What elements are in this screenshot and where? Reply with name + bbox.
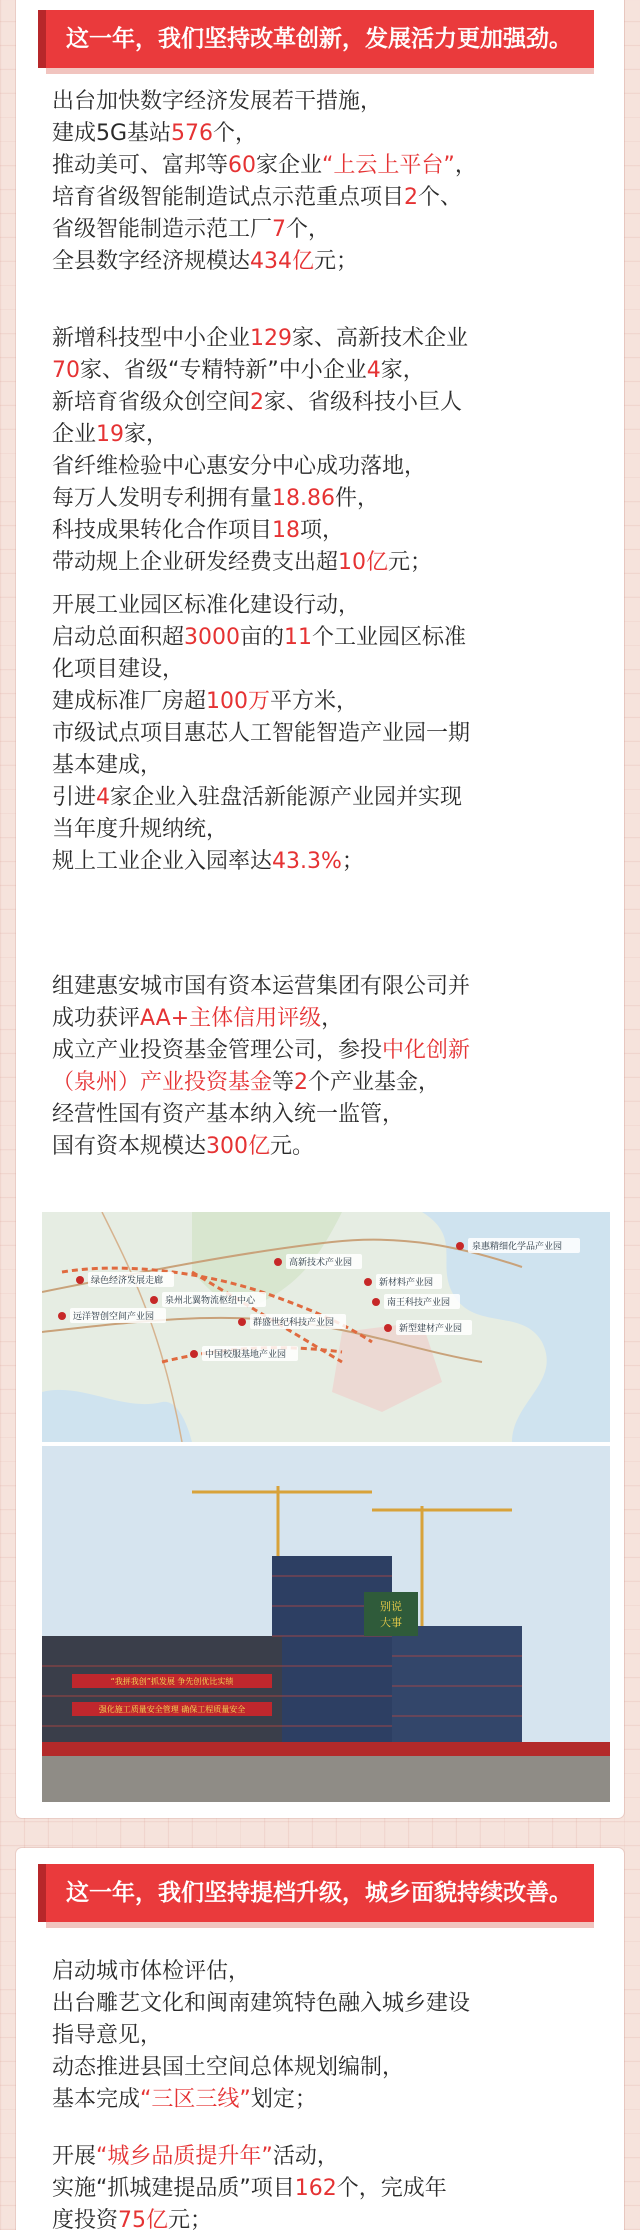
text-line bbox=[52, 814, 592, 846]
svg-text:南王科技产业园: 南王科技产业园 bbox=[387, 1298, 451, 1308]
text-segment: 实施“抓城建提品质”项目 bbox=[52, 2176, 295, 2201]
paragraph-urban-planning bbox=[52, 1956, 592, 2116]
text-line bbox=[52, 118, 592, 150]
text-segment: 引进 bbox=[52, 785, 97, 810]
text-segment: 元； bbox=[168, 2208, 213, 2230]
text-segment: 化项目建设， bbox=[52, 657, 185, 682]
svg-text:泉惠精细化学品产业园: 泉惠精细化学品产业园 bbox=[472, 1242, 563, 1252]
text-line bbox=[52, 182, 592, 214]
text-line bbox=[52, 750, 592, 782]
highlight-figure: AA+主体信用评级 bbox=[140, 1006, 322, 1031]
section-banner-reform bbox=[46, 10, 594, 68]
highlight-figure: 3000 bbox=[184, 625, 241, 650]
text-segment: 每万人发明专利拥有量 bbox=[52, 486, 273, 511]
section-banner-title: 这一年，我们坚持提档升级，城乡面貌持续改善。 bbox=[66, 1880, 572, 1906]
text-segment: 市级试点项目惠芯人工智能智造产业园一期 bbox=[52, 721, 471, 746]
map-marker-hightech bbox=[274, 1254, 362, 1269]
highlight-figure: 75亿 bbox=[118, 2208, 169, 2230]
text-segment: 省纤维检验中心惠安分中心成功落地， bbox=[52, 454, 427, 479]
highlight-figure: 70 bbox=[52, 358, 80, 383]
text-segment: 建成5G基站 bbox=[52, 121, 172, 146]
text-segment: 件， bbox=[335, 486, 380, 511]
highlight-figure: “三区三线” bbox=[140, 2087, 251, 2112]
text-segment: 家、省级“专精特新”中小企业 bbox=[80, 358, 367, 383]
text-segment: 活动， bbox=[272, 2144, 339, 2169]
text-segment: 省级智能制造示范工厂 bbox=[52, 217, 273, 242]
highlight-figure: “上云上平台” bbox=[322, 153, 455, 178]
text-segment: 成立产业投资基金管理公司，参投 bbox=[52, 1038, 383, 1063]
text-segment: ； bbox=[341, 849, 364, 874]
text-segment: 亩的 bbox=[240, 625, 285, 650]
text-segment: ， bbox=[321, 1006, 344, 1031]
paragraph-industrial-parks bbox=[52, 590, 592, 878]
text-segment: 基本建成， bbox=[52, 753, 163, 778]
text-segment: 全县数字经济规模达 bbox=[52, 249, 251, 274]
text-line bbox=[52, 2052, 592, 2084]
highlight-figure: 100万 bbox=[206, 689, 271, 714]
highlight-figure: 18 bbox=[272, 518, 301, 543]
highlight-figure: 19 bbox=[96, 422, 125, 447]
section-banner-title: 这一年，我们坚持改革创新，发展活力更加强劲。 bbox=[66, 26, 572, 52]
highlight-figure: 162 bbox=[294, 2176, 337, 2201]
text-line bbox=[52, 150, 592, 182]
text-line bbox=[52, 387, 592, 419]
highlight-figure: 129 bbox=[250, 326, 293, 351]
highlight-figure: 300亿 bbox=[206, 1134, 271, 1159]
text-segment: 指导意见， bbox=[52, 2023, 163, 2048]
photo-sign-line2: 大事 bbox=[380, 1616, 402, 1629]
text-line bbox=[52, 782, 592, 814]
map-marker-green-corridor bbox=[76, 1272, 174, 1287]
text-line bbox=[52, 2173, 592, 2205]
text-segment: 家， bbox=[124, 422, 169, 447]
svg-text:泉州北翼物流枢纽中心: 泉州北翼物流枢纽中心 bbox=[165, 1296, 256, 1306]
text-line bbox=[52, 419, 592, 451]
text-line bbox=[52, 622, 592, 654]
text-line bbox=[52, 323, 592, 355]
svg-text:中国校服基地产业园: 中国校服基地产业园 bbox=[205, 1350, 287, 1360]
svg-text:群盛世纪科技产业园: 群盛世纪科技产业园 bbox=[253, 1318, 335, 1328]
highlight-figure: 18.86 bbox=[272, 486, 335, 511]
highlight-figure: 中化创新 bbox=[382, 1038, 471, 1063]
text-line bbox=[52, 451, 592, 483]
text-segment: 元； bbox=[388, 550, 433, 575]
text-segment: 组建惠安城市国有资本运营集团有限公司并 bbox=[52, 974, 471, 999]
text-segment: 国有资本规模达 bbox=[52, 1134, 207, 1159]
map-marker-building-materials bbox=[384, 1320, 472, 1335]
text-line bbox=[52, 1003, 592, 1035]
map-marker-yuanyang bbox=[58, 1308, 166, 1323]
text-segment: 新增科技型中小企业 bbox=[52, 326, 251, 351]
text-segment: 企业 bbox=[52, 422, 97, 447]
text-line bbox=[52, 1035, 592, 1067]
text-segment: 项， bbox=[300, 518, 345, 543]
text-line bbox=[52, 1956, 592, 1988]
text-segment: 度投资 bbox=[52, 2208, 119, 2230]
text-line bbox=[52, 846, 592, 878]
text-segment: 科技成果转化合作项目 bbox=[52, 518, 273, 543]
text-line bbox=[52, 971, 592, 1003]
text-segment: ， bbox=[454, 153, 477, 178]
text-segment: 基本完成 bbox=[52, 2087, 141, 2112]
text-line bbox=[52, 246, 592, 278]
text-line bbox=[52, 1131, 592, 1163]
text-line bbox=[52, 515, 592, 547]
svg-text:远洋智创空间产业园: 远洋智创空间产业园 bbox=[73, 1312, 155, 1322]
highlight-figure: 576 bbox=[171, 121, 214, 146]
text-line bbox=[52, 686, 592, 718]
text-segment: 个， bbox=[286, 217, 331, 242]
map-graphic bbox=[42, 1212, 610, 1442]
text-segment: 个工业园区标准 bbox=[312, 625, 467, 650]
text-segment: 建成标准厂房超 bbox=[52, 689, 207, 714]
text-segment: 个， bbox=[213, 121, 258, 146]
text-line bbox=[52, 2141, 592, 2173]
text-segment: 成功获评 bbox=[52, 1006, 141, 1031]
text-segment: 开展 bbox=[52, 2144, 97, 2169]
text-segment: 家， bbox=[380, 358, 425, 383]
highlight-figure: 2 bbox=[250, 390, 265, 415]
photo-graphic bbox=[42, 1446, 610, 1802]
text-segment: 动态推进县国土空间总体规划编制， bbox=[52, 2055, 405, 2080]
map-marker-logistics bbox=[150, 1292, 266, 1307]
highlight-figure: 4 bbox=[96, 785, 111, 810]
paragraph-tech-enterprises bbox=[52, 323, 592, 579]
highlight-figure: 4 bbox=[366, 358, 381, 383]
text-line bbox=[52, 1067, 592, 1099]
industrial-park-map bbox=[42, 1212, 610, 1442]
text-segment: 出台加快数字经济发展若干措施， bbox=[52, 89, 383, 114]
map-marker-nanwang bbox=[372, 1294, 460, 1309]
text-segment: 启动总面积超 bbox=[52, 625, 185, 650]
text-segment: 个产业基金， bbox=[308, 1070, 441, 1095]
highlight-figure: 60 bbox=[228, 153, 257, 178]
text-segment: 元。 bbox=[270, 1134, 315, 1159]
text-segment: 家企业 bbox=[256, 153, 323, 178]
text-segment: 家企业入驻盘活新能源产业园并实现 bbox=[110, 785, 463, 810]
text-line bbox=[52, 590, 592, 622]
svg-text:高新技术产业园: 高新技术产业园 bbox=[289, 1258, 353, 1268]
text-line bbox=[52, 2084, 592, 2116]
text-line bbox=[52, 547, 592, 579]
highlight-figure: 10亿 bbox=[338, 550, 389, 575]
text-line bbox=[52, 483, 592, 515]
photo-banner-1: “我拼我创”抓发展 争先创优比实绩 bbox=[110, 1677, 234, 1686]
text-segment: 启动城市体检评估， bbox=[52, 1959, 251, 1984]
text-line bbox=[52, 214, 592, 246]
text-line bbox=[52, 355, 592, 387]
highlight-figure: 43.3% bbox=[272, 849, 342, 874]
text-line bbox=[52, 1988, 592, 2020]
text-line bbox=[52, 86, 592, 118]
map-marker-quanhui bbox=[456, 1238, 580, 1253]
text-segment: 个、 bbox=[418, 185, 463, 210]
text-segment: 出台雕艺文化和闽南建筑特色融入城乡建设 bbox=[52, 1991, 471, 2016]
highlight-figure: 7 bbox=[272, 217, 287, 242]
svg-text:绿色经济发展走廊: 绿色经济发展走廊 bbox=[91, 1276, 164, 1286]
svg-text:新材料产业园: 新材料产业园 bbox=[379, 1278, 434, 1288]
text-line bbox=[52, 718, 592, 750]
paragraph-digital-economy bbox=[52, 86, 592, 278]
text-segment: 培育省级智能制造试点示范重点项目 bbox=[52, 185, 405, 210]
paragraph-state-capital bbox=[52, 971, 592, 1163]
text-line bbox=[52, 2020, 592, 2052]
highlight-figure: 11 bbox=[284, 625, 313, 650]
text-segment: 新培育省级众创空间 bbox=[52, 390, 251, 415]
text-segment: 带动规上企业研发经费支出超 bbox=[52, 550, 339, 575]
text-segment: 家、高新技术企业 bbox=[292, 326, 469, 351]
map-marker-uniform-base bbox=[190, 1346, 298, 1361]
text-line bbox=[52, 654, 592, 686]
highlight-figure: （泉州）产业投资基金 bbox=[52, 1070, 273, 1095]
map-marker-qunsheng bbox=[238, 1314, 346, 1329]
text-segment: 划定； bbox=[250, 2087, 317, 2112]
text-segment: 开展工业园区标准化建设行动， bbox=[52, 593, 361, 618]
highlight-figure: “城乡品质提升年” bbox=[96, 2144, 273, 2169]
text-line bbox=[52, 2205, 592, 2230]
text-segment: 元； bbox=[314, 249, 359, 274]
text-segment: 家、省级科技小巨人 bbox=[264, 390, 463, 415]
text-segment: 规上工业企业入园率达 bbox=[52, 849, 273, 874]
highlight-figure: 2 bbox=[294, 1070, 309, 1095]
construction-site-photo bbox=[42, 1446, 610, 1802]
section-banner-urban bbox=[46, 1864, 594, 1922]
text-segment: 等 bbox=[272, 1070, 295, 1095]
text-segment: 平方米， bbox=[270, 689, 359, 714]
svg-text:新型建材产业园: 新型建材产业园 bbox=[399, 1324, 463, 1334]
text-segment: 经营性国有资产基本纳入统一监管， bbox=[52, 1102, 405, 1127]
text-segment: 个，完成年 bbox=[336, 2176, 447, 2201]
photo-sign-line1: 别说 bbox=[380, 1600, 402, 1613]
text-segment: 推动美可、富邦等 bbox=[52, 153, 229, 178]
text-line bbox=[52, 1099, 592, 1131]
highlight-figure: 2 bbox=[404, 185, 419, 210]
text-segment: 当年度升规纳统， bbox=[52, 817, 229, 842]
photo-banner-2: 强化施工质量安全管理 确保工程质量安全 bbox=[98, 1705, 246, 1714]
highlight-figure: 434亿 bbox=[250, 249, 315, 274]
paragraph-urban-quality bbox=[52, 2141, 592, 2230]
